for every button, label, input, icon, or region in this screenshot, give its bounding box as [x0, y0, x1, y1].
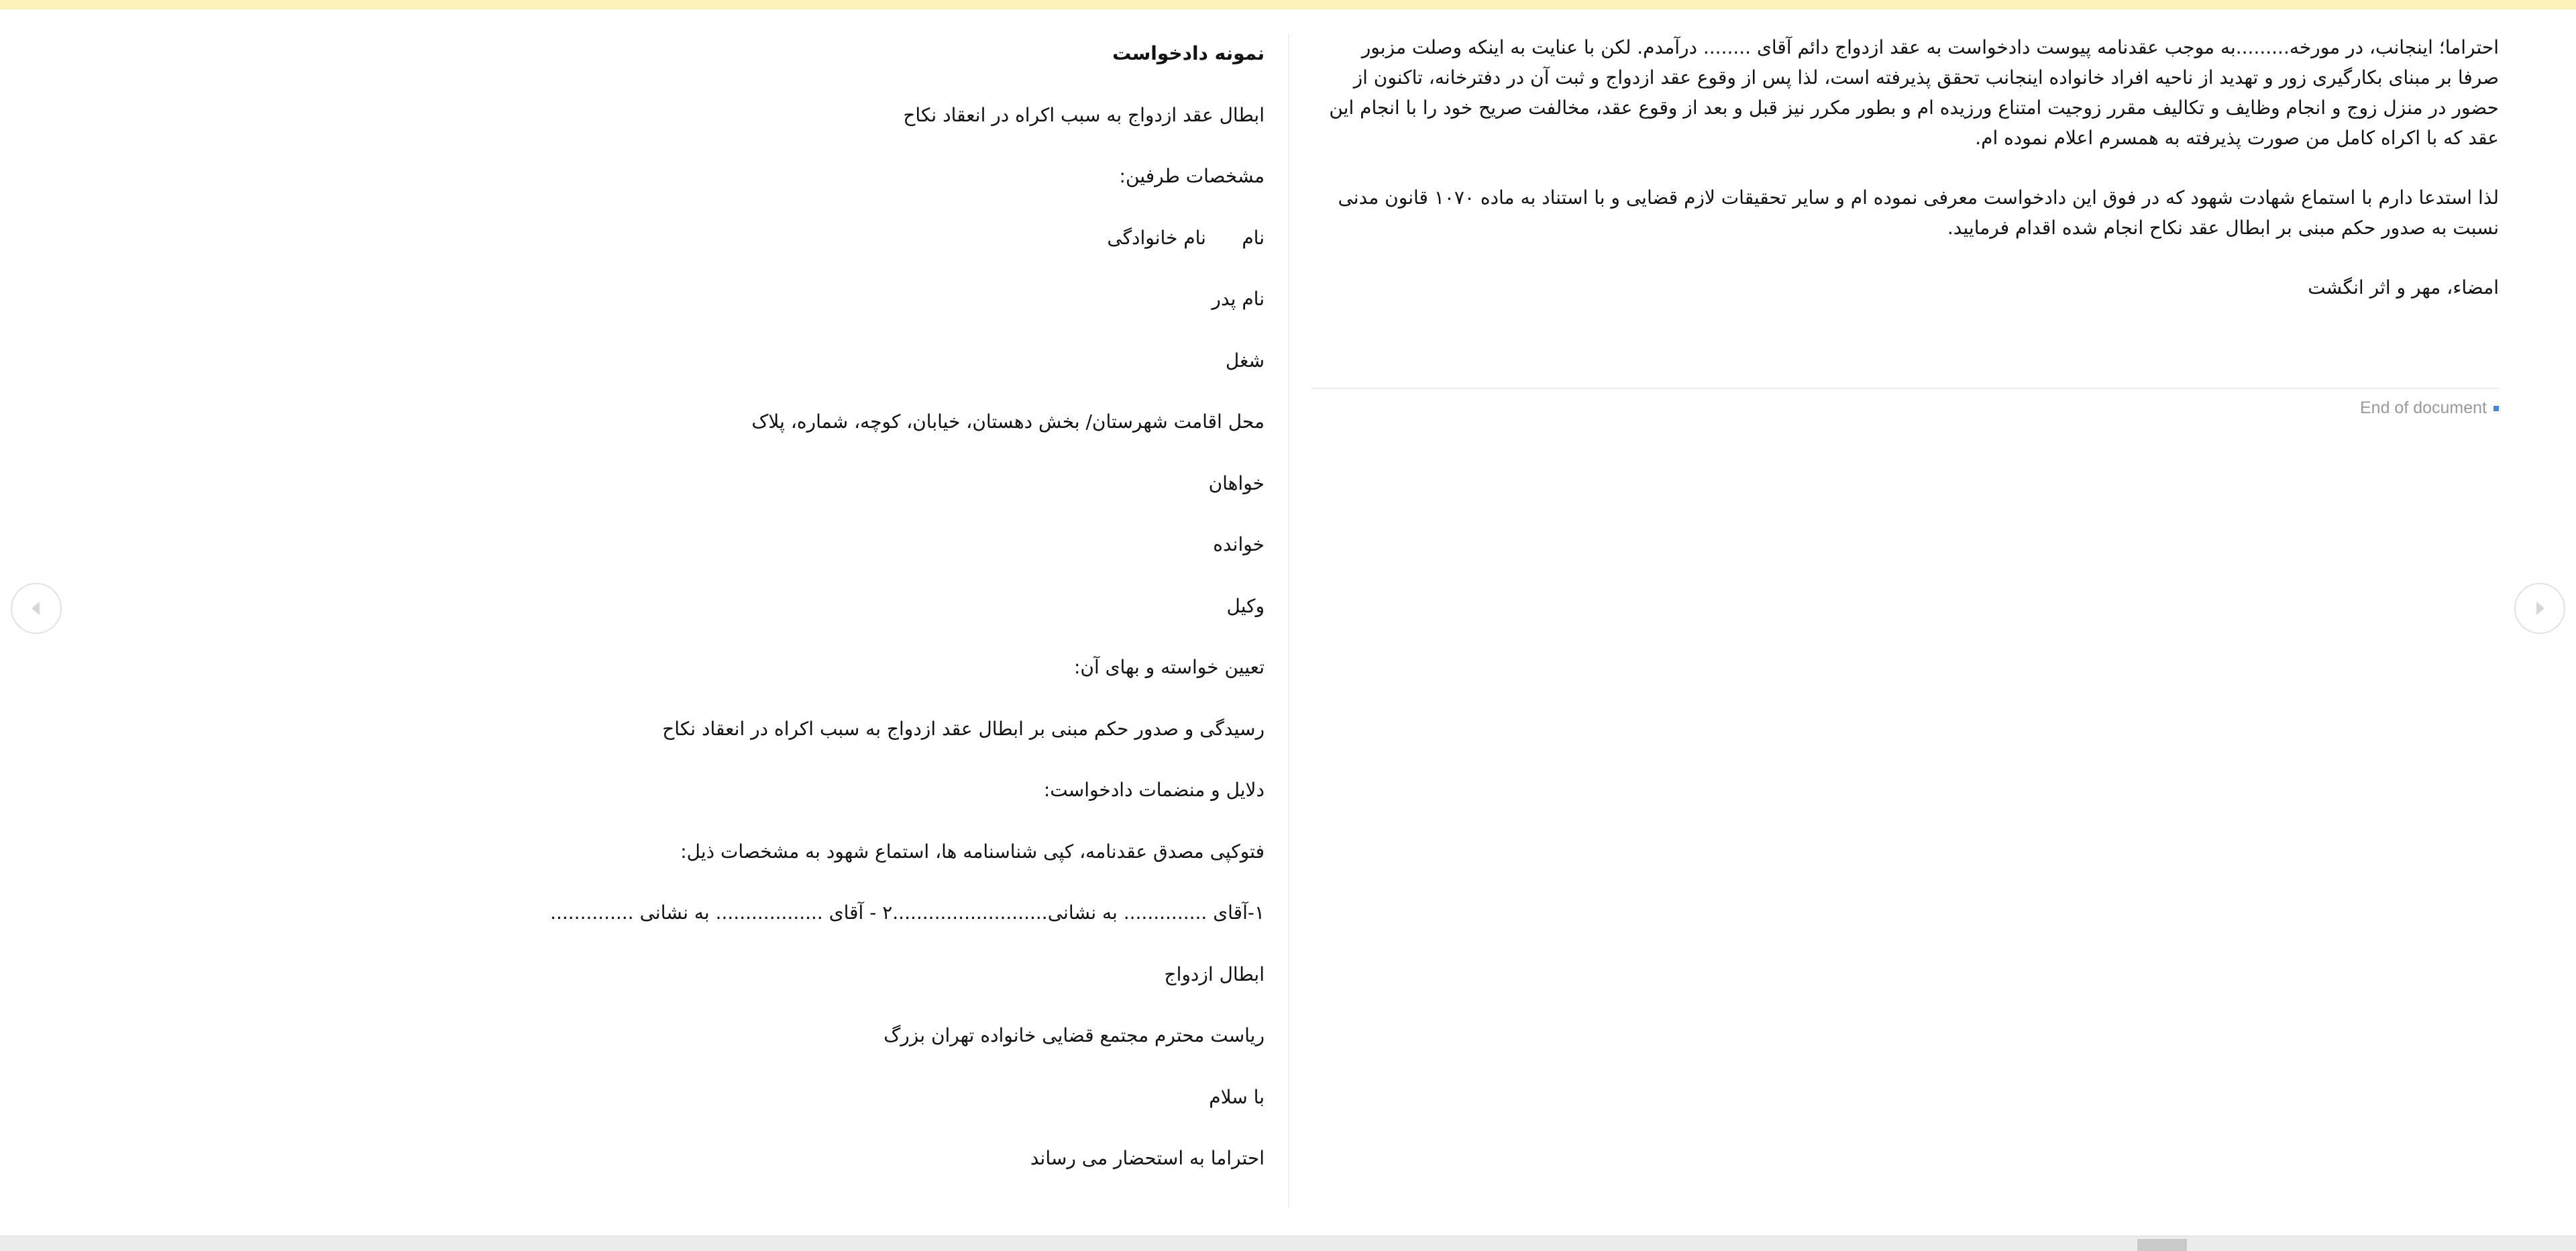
document-page-left — [416, 40, 1265, 1207]
text-line: نام نام خانوادگی — [1107, 226, 1265, 249]
text-line: وکیل — [1226, 594, 1265, 617]
text-line: رسیدگی و صدور حکم مبنی بر ابطال عقد ازدواج به سبب اکراه در انعقاد نکاح — [662, 717, 1265, 740]
text-line: محل اقامت شهرستان/ بخش دهستان، خیابان، کوچه، شماره، پلاک — [751, 411, 1265, 433]
signature-line: امضاء، مهر و اثر انگشت — [2308, 276, 2499, 298]
end-of-document-marker — [2360, 398, 2499, 418]
previous-page-button[interactable] — [11, 583, 62, 634]
text-line: مشخصات طرفین: — [1119, 165, 1265, 187]
text-line: خوانده — [1213, 533, 1265, 555]
square-bullet-icon — [2493, 406, 2499, 411]
text-line: شغل — [1225, 349, 1265, 372]
text-line: نام پدر — [1212, 288, 1265, 310]
horizontal-scrollbar[interactable] — [0, 1236, 2576, 1251]
text-line: ۱-آقای .............. به نشانی..........................۲ - آقای .................. به نشانی .............. — [550, 902, 1265, 924]
end-divider — [1311, 388, 2499, 389]
text-line: تعیین خواسته و بهای آن: — [1073, 656, 1265, 678]
text-line: دلایل و منضمات دادخواست: — [1043, 779, 1265, 801]
body-paragraph: احتراما؛ اینجانب، در مورخه.........به موجب عقدنامه پیوست دادخواست به عقد ازدواج دائم آقای ........ درآمدم. لکن با عنایت به اینکه وصلت مزبور صرفا بر مبنای بکارگیری زور و تهدید از ناحیه افراد خانواده اینجانب تحقق پذیرفته است، لذا پس از وقوع عقد ازدواج و ثبت آن در دفترخانه، تاکنون از حضور در منزل زوج و انجام وظایف و تکالیف مقرر زوجیت امتناع ورزیده ام و بطور مکرر نیز قبل و بعد از وقوع عقد، مخالفت صریح خود را با انجام این عقد که با اکراه کامل من صورت پذیرفته به همسرم اعلام نموده ام. — [1329, 36, 2499, 149]
chevron-left-icon — [25, 597, 48, 620]
text-line: با سلام — [1209, 1085, 1265, 1108]
text-line: ابطال ازدواج — [1164, 963, 1265, 985]
document-page-right — [1315, 32, 2499, 332]
text-line: ابطال عقد ازدواج به سبب اکراه در انعقاد نکاح — [903, 103, 1265, 126]
text-line: فتوکپی مصدق عقدنامه، کپی شناسنامه ها، استماع شهود به مشخصات ذیل: — [680, 840, 1265, 863]
next-page-button[interactable] — [2514, 583, 2565, 634]
chevron-right-icon — [2528, 597, 2551, 620]
document-title: نمونه دادخواست — [1112, 42, 1265, 64]
scrollbar-thumb[interactable] — [2137, 1239, 2187, 1251]
text-line: احتراما به استحضار می رساند — [1030, 1147, 1265, 1169]
end-of-document-label: End of document — [2359, 398, 2487, 417]
text-line: خواهان — [1208, 472, 1265, 494]
body-paragraph: لذا استدعا دارم با استماع شهادت شهود که در فوق این دادخواست معرفی نموده ام و سایر تحقیقات لازم قضایی و با استناد به ماده ۱۰۷۰ قانون مدنی نسبت به صدور حکم مبنی بر ابطال عقد نکاح انجام شده اقدام فرمایید. — [1338, 186, 2499, 239]
text-line: ریاست محترم مجتمع قضایی خانواده تهران بزرگ — [883, 1024, 1265, 1046]
notification-banner — [0, 0, 2576, 9]
column-divider — [1288, 34, 1289, 1207]
